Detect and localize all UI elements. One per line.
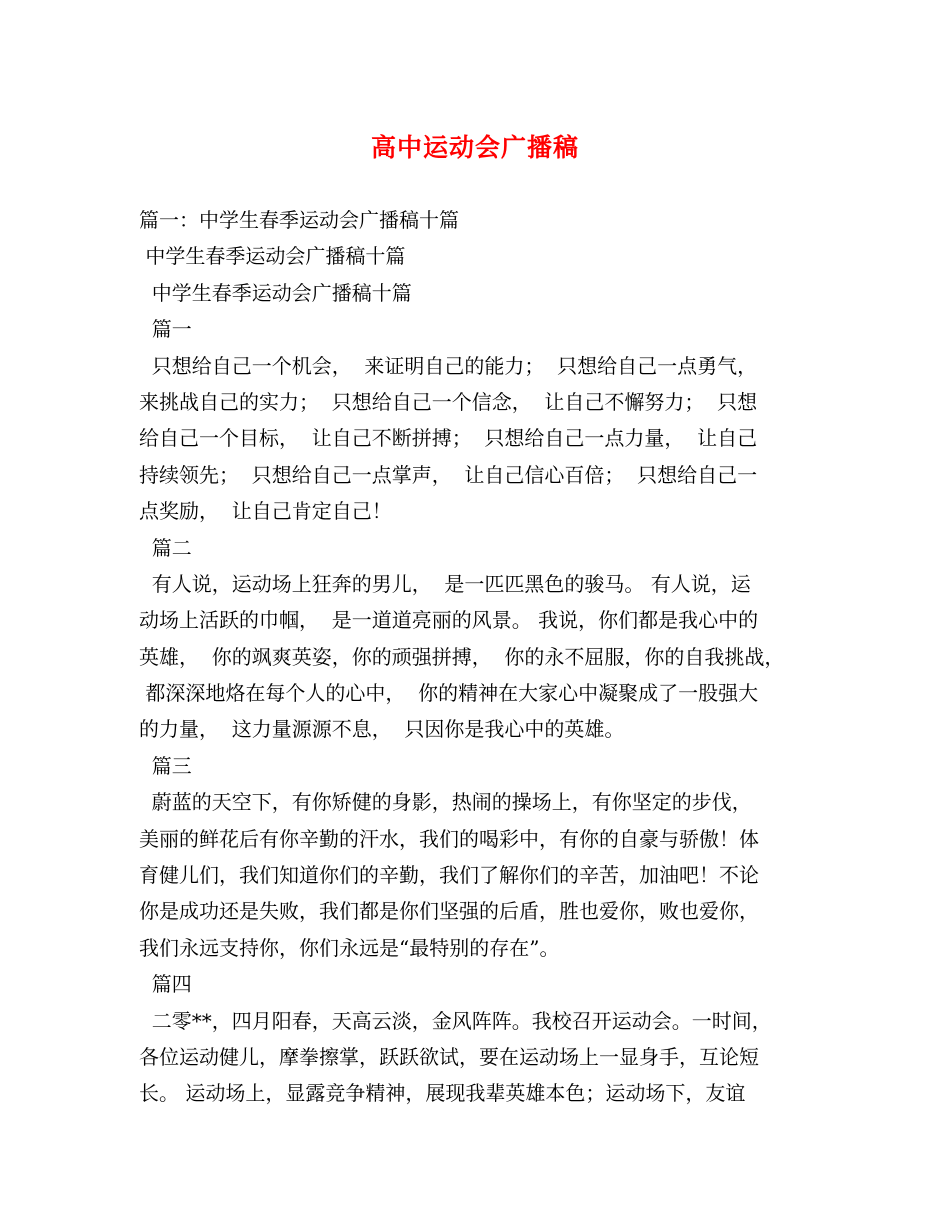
text-line: 二零**，四月阳春，天高云淡，金风阵阵。我校召开运动会。一时间， (139, 1008, 772, 1033)
text-line: 中学生春季运动会广播稿十篇 (139, 280, 412, 305)
text-line: 你是成功还是失败，我们都是你们坚强的后盾，胜也爱你，败也爱你， (139, 899, 759, 924)
text-line: 蔚蓝的天空下，有你矫健的身影，热闹的操场上，有你坚定的步伐， (139, 790, 752, 815)
text-line: 来挑战自己的实力； 只想给自己一个信念， 让自己不懈努力； 只想 (139, 389, 758, 414)
document-body (139, 202, 819, 1112)
text-line: 各位运动健儿，摩拳擦掌，跃跃欲试，要在运动场上一显身手，互论短 (139, 1044, 759, 1069)
text-line: 的力量， 这力量源源不息， 只因你是我心中的英雄。 (139, 717, 625, 742)
text-line: 持续领先； 只想给自己一点掌声， 让自己信心百倍； 只想给自己一 (139, 462, 758, 487)
text-line: 育健儿们，我们知道你们的辛勤，我们了解你们的辛苦，加油吧！不论 (139, 863, 759, 888)
text-line: 英雄， 你的飒爽英姿，你的顽强拼搏， 你的永不屈服，你的自我挑战， (139, 644, 785, 669)
text-line: 篇一：中学生春季运动会广播稿十篇 (139, 208, 459, 232)
text-line: 中学生春季运动会广播稿十篇 (139, 244, 406, 269)
text-line: 长。 运动场上，显露竞争精神，展现我辈英雄本色；运动场下，友谊 (139, 1081, 746, 1106)
text-line: 篇一 (139, 317, 192, 342)
text-line: 我们永远支持你，你们永远是“最特别的存在”。 (139, 935, 560, 960)
text-line: 只想给自己一个机会， 来证明自己的能力； 只想给自己一点勇气， (139, 353, 758, 378)
text-line: 篇二 (139, 535, 192, 560)
text-line: 都深深地烙在每个人的心中， 你的精神在大家心中凝聚成了一股强大 (139, 681, 759, 706)
text-line: 篇四 (139, 972, 192, 997)
text-line: 有人说，运动场上狂奔的男儿， 是一匹匹黑色的骏马。 有人说，运 (139, 571, 751, 596)
text-line: 点奖励， 让自己肯定自己！ (139, 499, 392, 524)
document-title: 高中运动会广播稿 (370, 133, 579, 162)
text-line: 美丽的鲜花后有你辛勤的汗水，我们的喝彩中，有你的自豪与骄傲！体 (139, 826, 759, 851)
text-line: 动场上活跃的巾帼， 是一道道亮丽的风景。 我说，你们都是我心中的 (139, 608, 759, 633)
text-line: 给自己一个目标， 让自己不断拼搏； 只想给自己一点力量， 让自己 (139, 426, 758, 451)
text-line: 篇三 (139, 753, 192, 778)
